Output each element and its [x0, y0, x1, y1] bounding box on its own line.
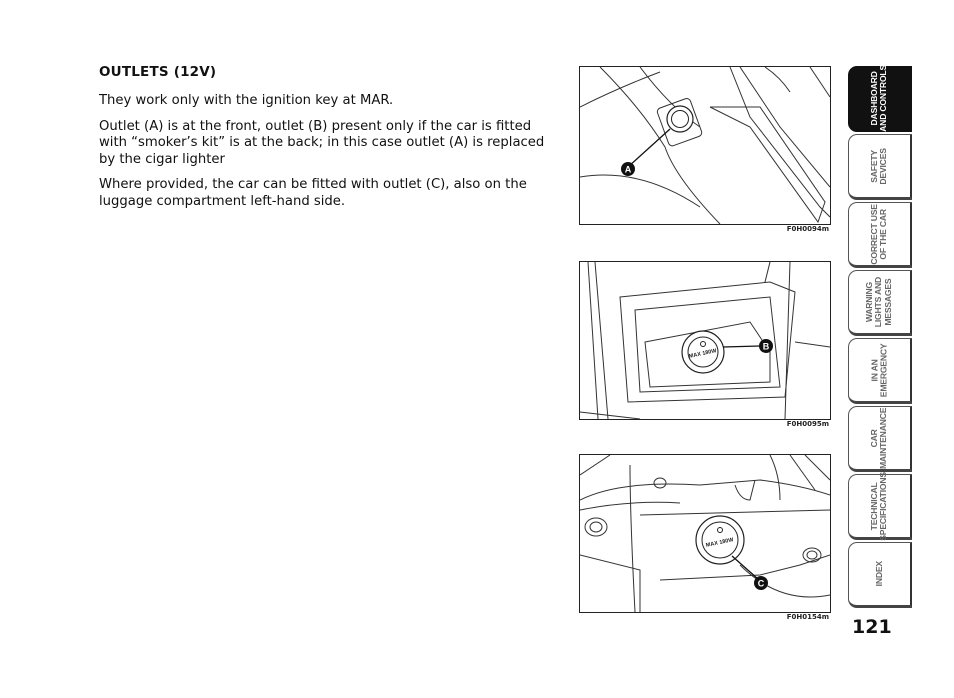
- tab-warning-lights[interactable]: [848, 270, 912, 336]
- section-heading: OUTLETS (12V): [99, 64, 217, 80]
- figure-outlet-b: [579, 261, 831, 420]
- illustration-outlet-a: [580, 67, 830, 224]
- figure-code-2: F0H0095m: [786, 420, 829, 428]
- page-number: 121: [852, 616, 892, 638]
- figure-outlet-c: [579, 454, 831, 613]
- figure-code-1: F0H0094m: [786, 225, 829, 233]
- callout-a-label: A: [624, 164, 632, 175]
- tab-correct-use[interactable]: [848, 202, 912, 268]
- tab-in-an-emergency[interactable]: [848, 338, 912, 404]
- socket-c-text: MAX 180W: [705, 537, 735, 549]
- tab-safety-devices[interactable]: [848, 134, 912, 200]
- socket-b-text: MAX 180W: [688, 348, 718, 360]
- illustration-outlet-b: [580, 262, 830, 419]
- illustration-outlet-c: [580, 455, 830, 612]
- tab-label: CORRECT USE OF THE CAR: [869, 203, 889, 265]
- tab-dashboard-and-controls[interactable]: [848, 66, 912, 132]
- figure-outlet-a: [579, 66, 831, 225]
- tab-label: IN AN EMERGENCY: [869, 343, 889, 397]
- tab-index[interactable]: [848, 542, 912, 608]
- tab-label: WARNING LIGHTS AND MESSAGES: [864, 276, 894, 328]
- main-text-column: [99, 64, 554, 219]
- tab-label: CAR MAINTENANCE: [869, 407, 889, 469]
- tab-car-maintenance[interactable]: [848, 406, 912, 472]
- tab-technical-specifications[interactable]: [848, 471, 912, 541]
- paragraph-outlet-c: Where provided, the car can be fitted with outlet (C), also on the luggage compartment left-hand side.: [99, 177, 527, 209]
- figure-code-3: F0H0154m: [786, 613, 829, 621]
- tab-label: SAFETY DEVICES: [869, 147, 889, 185]
- tab-label: INDEX: [873, 561, 884, 587]
- paragraph-outlet-locations: Outlet (A) is at the front, outlet (B) present only if the car is fitted with “smoker’s kit” is at the back; in this case outlet (A) is replaced by the cigar lighter: [99, 118, 545, 167]
- tab-label: TECHNICAL SPECIFICATIONS: [869, 471, 889, 541]
- callout-b-label: B: [762, 341, 770, 352]
- paragraph-ignition: They work only with the ignition key at MAR.: [99, 93, 394, 108]
- callout-c-label: C: [757, 578, 765, 589]
- tab-label: DASHBOARD AND CONTROLS: [869, 64, 889, 132]
